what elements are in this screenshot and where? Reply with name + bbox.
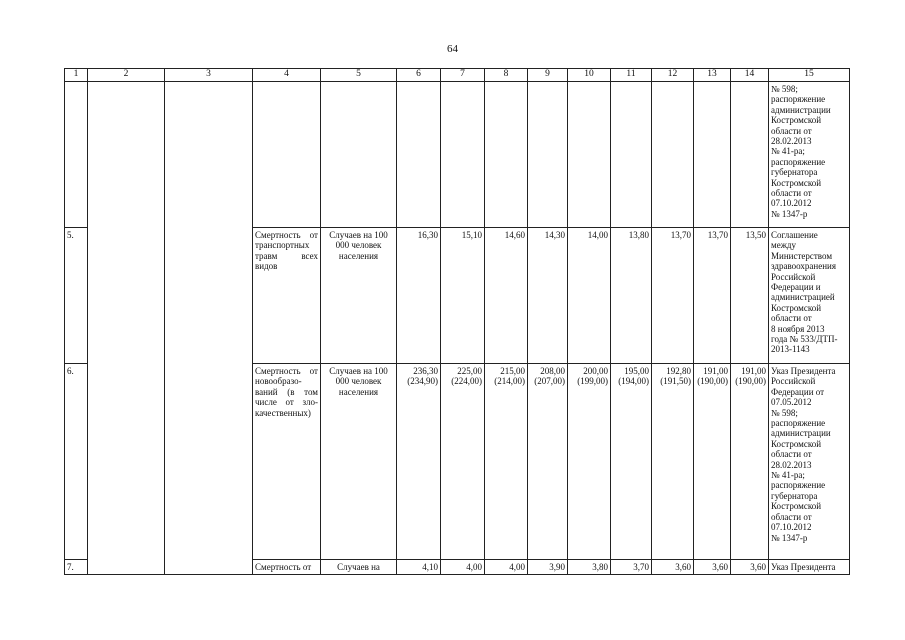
value-cell xyxy=(441,364,485,560)
value-alt: (190,00) xyxy=(735,376,766,387)
value-cell: 16,30 xyxy=(397,228,441,364)
value-alt: (199,00) xyxy=(577,376,608,387)
value-cell: 3,90 xyxy=(528,560,568,575)
value-cell xyxy=(528,82,568,228)
value-cell xyxy=(441,82,485,228)
value-cell: 3,80 xyxy=(568,560,611,575)
row-number: 7. xyxy=(65,560,88,575)
indicator-table xyxy=(64,68,850,575)
value-cell xyxy=(528,364,568,560)
value: 236,30 xyxy=(413,366,438,376)
row-number: 5. xyxy=(65,228,88,364)
value-alt: (190,00) xyxy=(697,376,728,387)
value-alt: (214,00) xyxy=(494,376,525,387)
indicator-name: Смертность от транспортных травм всех видов xyxy=(253,228,321,364)
value-cell xyxy=(694,364,731,560)
column-header: 8 xyxy=(485,69,528,82)
indicator-name: Смертность от новообразо-ваний (в том числе от зло-качественных) xyxy=(253,364,321,560)
legal-basis: Указ Президента Российской Федерации от 07.05.2012 № 598; распоряжение администрации Костромской области от 28.02.2013 № 41-ра; распоряжение губернатора Костромской области от 07.10.2012 № 1347-р xyxy=(769,364,850,560)
column-header: 6 xyxy=(397,69,441,82)
column-header: 14 xyxy=(731,69,769,82)
indicator-name xyxy=(253,82,321,228)
column-header: 1 xyxy=(65,69,88,82)
value-alt: (207,00) xyxy=(534,376,565,387)
unit-cell xyxy=(321,82,397,228)
column-header: 4 xyxy=(253,69,321,82)
unit-cell: Случаев на 100 000 человек населения xyxy=(321,228,397,364)
value-cell: 4,10 xyxy=(397,560,441,575)
value-cell: 14,60 xyxy=(485,228,528,364)
value-cell xyxy=(694,82,731,228)
value-cell xyxy=(611,364,652,560)
unit-cell: Случаев на xyxy=(321,560,397,575)
col3-cell xyxy=(165,82,253,575)
column-header: 5 xyxy=(321,69,397,82)
row-number xyxy=(65,82,88,228)
value-cell xyxy=(485,82,528,228)
value-cell xyxy=(397,82,441,228)
value-cell xyxy=(568,82,611,228)
col2-cell xyxy=(88,82,165,575)
row-number: 6. xyxy=(65,364,88,560)
column-header: 2 xyxy=(88,69,165,82)
unit-cell: Случаев на 100 000 человек населения xyxy=(321,364,397,560)
value-cell: 3,60 xyxy=(694,560,731,575)
legal-basis: Соглашение между Министерством здравоохранения Российской Федерации и администрацией Костромской области от 8 ноября 2013 года № 533/ДТП- 2013-1143 xyxy=(769,228,850,364)
value-cell xyxy=(731,364,769,560)
value: 215,00 xyxy=(500,366,525,376)
value-cell: 13,50 xyxy=(731,228,769,364)
value-cell: 3,60 xyxy=(731,560,769,575)
value-alt: (224,00) xyxy=(451,376,482,387)
column-header: 10 xyxy=(568,69,611,82)
value: 191,00 xyxy=(741,366,766,376)
page-number: 64 xyxy=(447,43,458,55)
value-cell: 15,10 xyxy=(441,228,485,364)
value-cell: 4,00 xyxy=(441,560,485,575)
value-cell: 13,80 xyxy=(611,228,652,364)
value-alt: (194,00) xyxy=(618,376,649,387)
column-header: 11 xyxy=(611,69,652,82)
value: 200,00 xyxy=(583,366,608,376)
value: 191,00 xyxy=(703,366,728,376)
value-cell xyxy=(397,364,441,560)
column-header: 3 xyxy=(165,69,253,82)
value-cell xyxy=(568,364,611,560)
legal-basis: № 598; распоряжение администрации Костромской области от 28.02.2013 № 41-ра; распоряжение губернатора Костромской области от 07.10.2012 № 1347-р xyxy=(769,82,850,228)
value-cell xyxy=(652,364,694,560)
value-cell xyxy=(611,82,652,228)
column-header: 12 xyxy=(652,69,694,82)
value-alt: (234,90) xyxy=(407,376,438,387)
value: 192,80 xyxy=(666,366,691,376)
column-number-row xyxy=(65,69,850,82)
value: 208,00 xyxy=(540,366,565,376)
table-row xyxy=(65,82,850,228)
value: 195,00 xyxy=(624,366,649,376)
value-cell xyxy=(485,364,528,560)
value-cell: 13,70 xyxy=(694,228,731,364)
column-header: 13 xyxy=(694,69,731,82)
column-header: 15 xyxy=(769,69,850,82)
value-cell xyxy=(652,82,694,228)
value-cell: 13,70 xyxy=(652,228,694,364)
value-cell: 14,30 xyxy=(528,228,568,364)
column-header: 7 xyxy=(441,69,485,82)
column-header: 9 xyxy=(528,69,568,82)
value-cell: 14,00 xyxy=(568,228,611,364)
value-cell: 3,70 xyxy=(611,560,652,575)
value-cell: 4,00 xyxy=(485,560,528,575)
value-cell xyxy=(731,82,769,228)
value: 225,00 xyxy=(457,366,482,376)
value-cell: 3,60 xyxy=(652,560,694,575)
legal-basis: Указ Президента xyxy=(769,560,850,575)
indicator-name: Смертность от xyxy=(253,560,321,575)
value-alt: (191,50) xyxy=(660,376,691,387)
